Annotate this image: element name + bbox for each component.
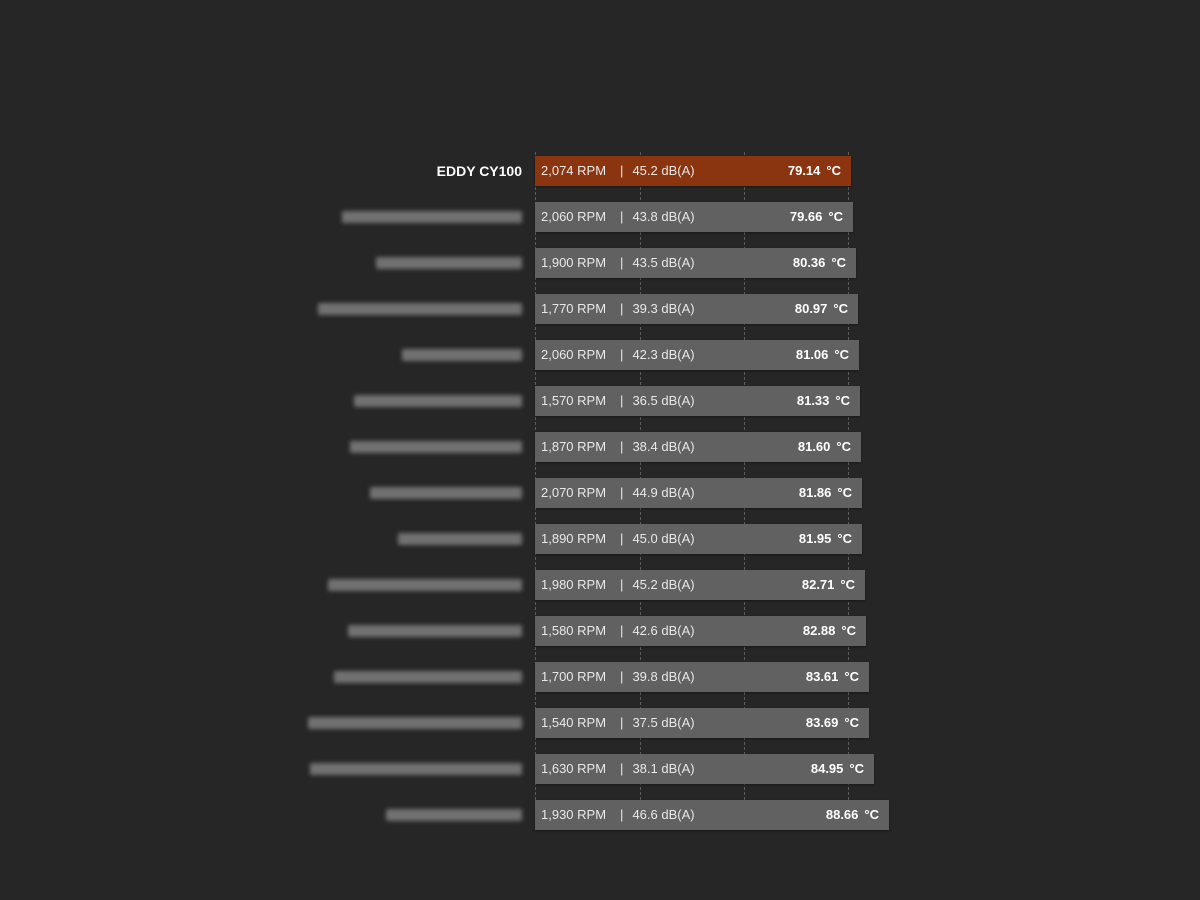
redacted-product-label: [308, 717, 522, 729]
bar-specs: [541, 524, 695, 554]
temperature-value: [790, 202, 843, 232]
bar-specs: [541, 202, 695, 232]
bar-row: [0, 386, 1200, 416]
bar: [535, 754, 874, 784]
temperature-unit: °C: [844, 669, 859, 684]
redacted-product-label: [386, 809, 522, 821]
rpm-label: 1,980 RPM: [541, 577, 607, 592]
temperature-value: [796, 340, 849, 370]
rpm-label: 1,700 RPM: [541, 669, 607, 684]
separator: |: [620, 163, 624, 178]
bar-row: [0, 616, 1200, 646]
rpm-label: 1,570 RPM: [541, 393, 607, 408]
rpm-label: 1,540 RPM: [541, 715, 607, 730]
bar: [535, 340, 859, 370]
bar-specs: [541, 708, 695, 738]
temperature-number: 80.97: [794, 301, 828, 316]
temperature-value: [811, 754, 864, 784]
bar: [535, 202, 853, 232]
temperature-value: [788, 156, 841, 186]
rpm-label: 1,890 RPM: [541, 531, 607, 546]
bar: [535, 386, 860, 416]
rpm-label: 1,770 RPM: [541, 301, 607, 316]
temperature-number: 81.60: [797, 439, 831, 454]
bar-specs: [541, 616, 695, 646]
bar-specs: [541, 294, 695, 324]
temperature-number: 84.95: [810, 761, 844, 776]
temperature-value: [799, 478, 852, 508]
bar-row: [0, 478, 1200, 508]
temperature-number: 82.88: [802, 623, 836, 638]
noise-label: 43.8 dB(A): [632, 209, 695, 224]
separator: |: [620, 807, 624, 822]
bar: [535, 708, 869, 738]
temperature-unit: °C: [833, 301, 848, 316]
temperature-unit: °C: [836, 439, 851, 454]
rpm-label: 1,630 RPM: [541, 761, 607, 776]
temperature-number: 79.14: [787, 163, 821, 178]
temperature-unit: °C: [840, 577, 855, 592]
bar: [535, 800, 889, 830]
bar-specs: [541, 478, 695, 508]
temperature-number: 83.69: [805, 715, 839, 730]
rpm-label: 2,070 RPM: [541, 485, 607, 500]
bar: [535, 662, 869, 692]
noise-label: 37.5 dB(A): [632, 715, 695, 730]
bar-row: [0, 294, 1200, 324]
temperature-unit: °C: [844, 715, 859, 730]
noise-label: 39.3 dB(A): [632, 301, 695, 316]
rpm-label: 2,074 RPM: [541, 163, 607, 178]
separator: |: [620, 209, 624, 224]
temperature-number: 81.33: [796, 393, 830, 408]
bar: [535, 478, 862, 508]
separator: |: [620, 623, 624, 638]
rpm-label: 1,900 RPM: [541, 255, 607, 270]
bar-specs: [541, 754, 695, 784]
redacted-product-label: [350, 441, 522, 453]
bar-row: [0, 524, 1200, 554]
redacted-product-label: [370, 487, 522, 499]
temperature-unit: °C: [864, 807, 879, 822]
redacted-product-label: [342, 211, 522, 223]
temperature-number: 83.61: [805, 669, 839, 684]
temperature-number: 81.95: [798, 531, 832, 546]
redacted-product-label: [328, 579, 522, 591]
bar-row: [0, 202, 1200, 232]
bar-row: [0, 708, 1200, 738]
noise-label: 42.6 dB(A): [632, 623, 695, 638]
bar: [535, 432, 861, 462]
noise-label: 42.3 dB(A): [632, 347, 695, 362]
bar-row: [0, 248, 1200, 278]
temperature-value: [803, 616, 856, 646]
temperature-value: [797, 386, 850, 416]
bar-highlighted: [535, 156, 851, 186]
separator: |: [620, 761, 624, 776]
temperature-unit: °C: [835, 393, 850, 408]
temperature-value: [826, 800, 879, 830]
bar-specs: [541, 800, 695, 830]
bar-specs: [541, 432, 695, 462]
temperature-value: [799, 524, 852, 554]
bar: [535, 294, 858, 324]
temperature-number: 82.71: [801, 577, 835, 592]
bar-row: [0, 156, 1200, 186]
bar-row: [0, 662, 1200, 692]
bar-specs: [541, 662, 695, 692]
bar-specs: [541, 156, 695, 186]
noise-label: 45.2 dB(A): [632, 577, 695, 592]
separator: |: [620, 715, 624, 730]
redacted-product-label: [348, 625, 522, 637]
temperature-unit: °C: [849, 761, 864, 776]
noise-label: 39.8 dB(A): [632, 669, 695, 684]
separator: |: [620, 347, 624, 362]
bar-row: [0, 340, 1200, 370]
redacted-product-label: [310, 763, 522, 775]
redacted-product-label: [354, 395, 522, 407]
temperature-unit: °C: [837, 485, 852, 500]
noise-label: 46.6 dB(A): [632, 807, 695, 822]
bar: [535, 616, 866, 646]
bar-row: [0, 800, 1200, 830]
temperature-value: [802, 570, 855, 600]
temperature-number: 81.06: [795, 347, 829, 362]
separator: |: [620, 577, 624, 592]
temperature-number: 80.36: [792, 255, 826, 270]
separator: |: [620, 393, 624, 408]
bar-specs: [541, 386, 695, 416]
temperature-number: 88.66: [825, 807, 859, 822]
temperature-value: [798, 432, 851, 462]
temperature-value: [793, 248, 846, 278]
temperature-unit: °C: [826, 163, 841, 178]
rpm-label: 1,870 RPM: [541, 439, 607, 454]
noise-label: 45.0 dB(A): [632, 531, 695, 546]
bar-specs: [541, 570, 695, 600]
temperature-unit: °C: [831, 255, 846, 270]
separator: |: [620, 485, 624, 500]
separator: |: [620, 669, 624, 684]
temperature-value: [806, 708, 859, 738]
redacted-product-label: [334, 671, 522, 683]
bar-row: [0, 570, 1200, 600]
separator: |: [620, 301, 624, 316]
bar-specs: [541, 340, 695, 370]
rpm-label: 2,060 RPM: [541, 347, 607, 362]
temperature-unit: °C: [837, 531, 852, 546]
rpm-label: 1,930 RPM: [541, 807, 607, 822]
noise-label: 36.5 dB(A): [632, 393, 695, 408]
product-label: EDDY CY100: [436, 163, 522, 179]
redacted-product-label: [398, 533, 522, 545]
temperature-number: 79.66: [789, 209, 823, 224]
bar-row: [0, 432, 1200, 462]
rpm-label: 1,580 RPM: [541, 623, 607, 638]
temperature-number: 81.86: [798, 485, 832, 500]
noise-label: 44.9 dB(A): [632, 485, 695, 500]
temperature-value: [806, 662, 859, 692]
noise-label: 38.4 dB(A): [632, 439, 695, 454]
redacted-product-label: [318, 303, 522, 315]
temperature-unit: °C: [834, 347, 849, 362]
noise-label: 45.2 dB(A): [632, 163, 695, 178]
rpm-label: 2,060 RPM: [541, 209, 607, 224]
bar-row: [0, 754, 1200, 784]
bar-specs: [541, 248, 695, 278]
temperature-value: [795, 294, 848, 324]
temperature-unit: °C: [841, 623, 856, 638]
noise-label: 38.1 dB(A): [632, 761, 695, 776]
separator: |: [620, 255, 624, 270]
redacted-product-label: [402, 349, 522, 361]
bar: [535, 570, 865, 600]
temperature-unit: °C: [828, 209, 843, 224]
bar: [535, 524, 862, 554]
noise-label: 43.5 dB(A): [632, 255, 695, 270]
separator: |: [620, 531, 624, 546]
bar: [535, 248, 856, 278]
separator: |: [620, 439, 624, 454]
redacted-product-label: [376, 257, 522, 269]
